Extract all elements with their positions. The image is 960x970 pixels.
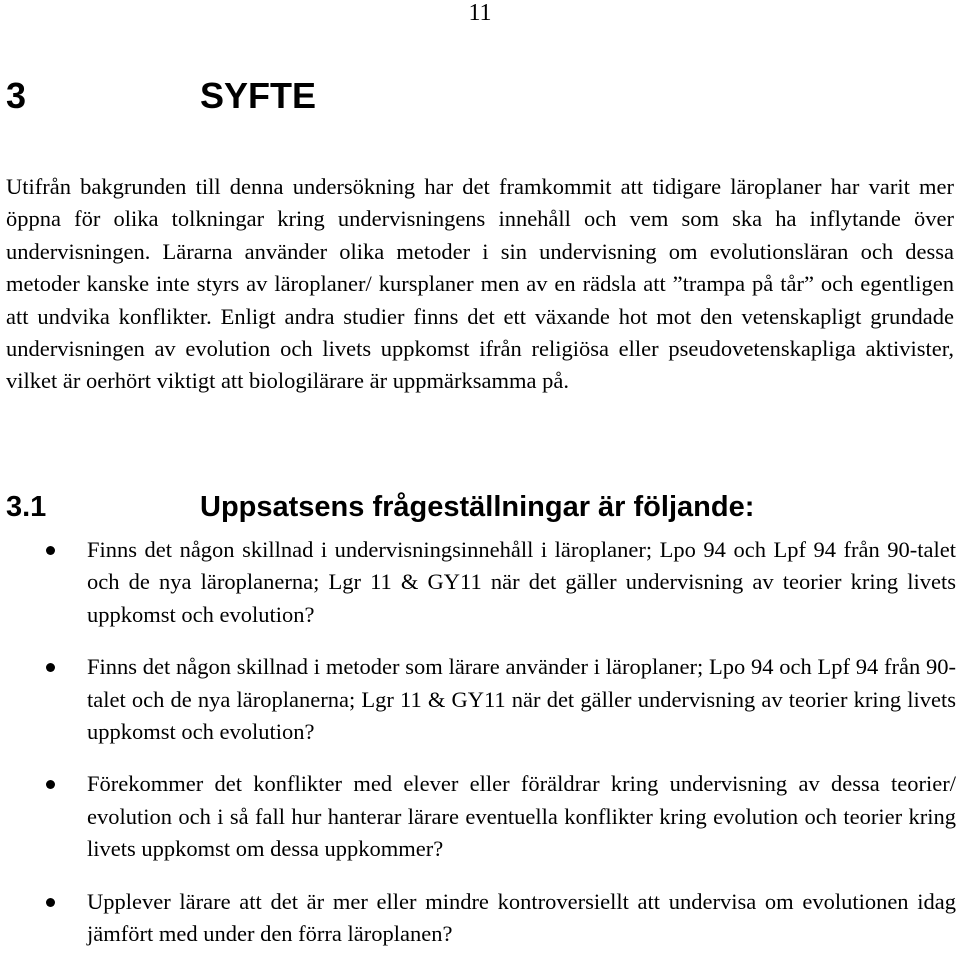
chapter-heading	[6, 74, 946, 118]
intro-sentence-1: Utifrån bakgrunden till denna undersökning har det framkommit att tidigare läroplaner har varit mer öppna för olika tolkningar kring undervisningens innehåll och vem som ska ha inflytande över undervisningen.	[6, 174, 954, 264]
bullet-icon	[46, 780, 55, 789]
section-title: Uppsatsens frågeställningar är följande:	[200, 491, 755, 523]
bullet-icon	[46, 663, 55, 672]
question-text-2: Finns det någon skillnad i metoder som lärare använder i läroplaner; Lpo 94 och Lpf 94 från 90-talet och de nya läroplanerna; Lgr 11 & GY11 när det gäller undervisning av teorier kring livets uppkomst och evolution?	[87, 654, 956, 745]
intro-paragraph	[6, 171, 954, 398]
section-number: 3.1	[6, 491, 47, 523]
intro-sentence-2: Lärarna använder olika metoder i sin undervisning om evolutionsläran och dessa metoder kanske inte styrs av läroplaner/ kursplaner men av en rädsla att ”trampa på tår” och egentligen att undvika konflikter.	[6, 238, 954, 329]
list-item	[0, 534, 956, 631]
research-questions-list	[0, 534, 960, 970]
page-number: 11	[468, 0, 492, 26]
intro-sentence-3: Enligt andra studier finns det ett växande hot mot den vetenskapligt grundade undervisningen av evolution och livets uppkomst ifrån religiösa eller pseudovetenskapliga aktivister, vilket är oerhört viktigt att biologilärare är uppmärksamma på.	[6, 303, 954, 394]
section-heading	[6, 486, 946, 528]
question-text-1: Finns det någon skillnad i undervisningsinnehåll i läroplaner; Lpo 94 och Lpf 94 från 90-talet och de nya läroplanerna; Lgr 11 & GY11 när det gäller undervisning av teorier kring livets uppkomst och evolution?	[87, 537, 956, 627]
list-item	[0, 651, 956, 748]
chapter-number: 3	[6, 75, 27, 116]
question-text-3: Förekommer det konflikter med elever eller föräldrar kring undervisning av dessa teorier/ evolution och i så fall hur hanterar lärare eventuella konflikter kring evolution och teorier kring livets uppkomst om dessa uppkommer?	[87, 771, 956, 862]
chapter-title: SYFTE	[200, 75, 317, 116]
list-item	[0, 886, 956, 951]
bullet-icon	[46, 546, 55, 555]
bullet-icon	[46, 898, 55, 907]
list-item	[0, 768, 956, 865]
question-text-4: Upplever lärare att det är mer eller mindre kontroversiellt att undervisa om evolutionen idag jämfört med under den förra läroplanen?	[87, 888, 956, 947]
